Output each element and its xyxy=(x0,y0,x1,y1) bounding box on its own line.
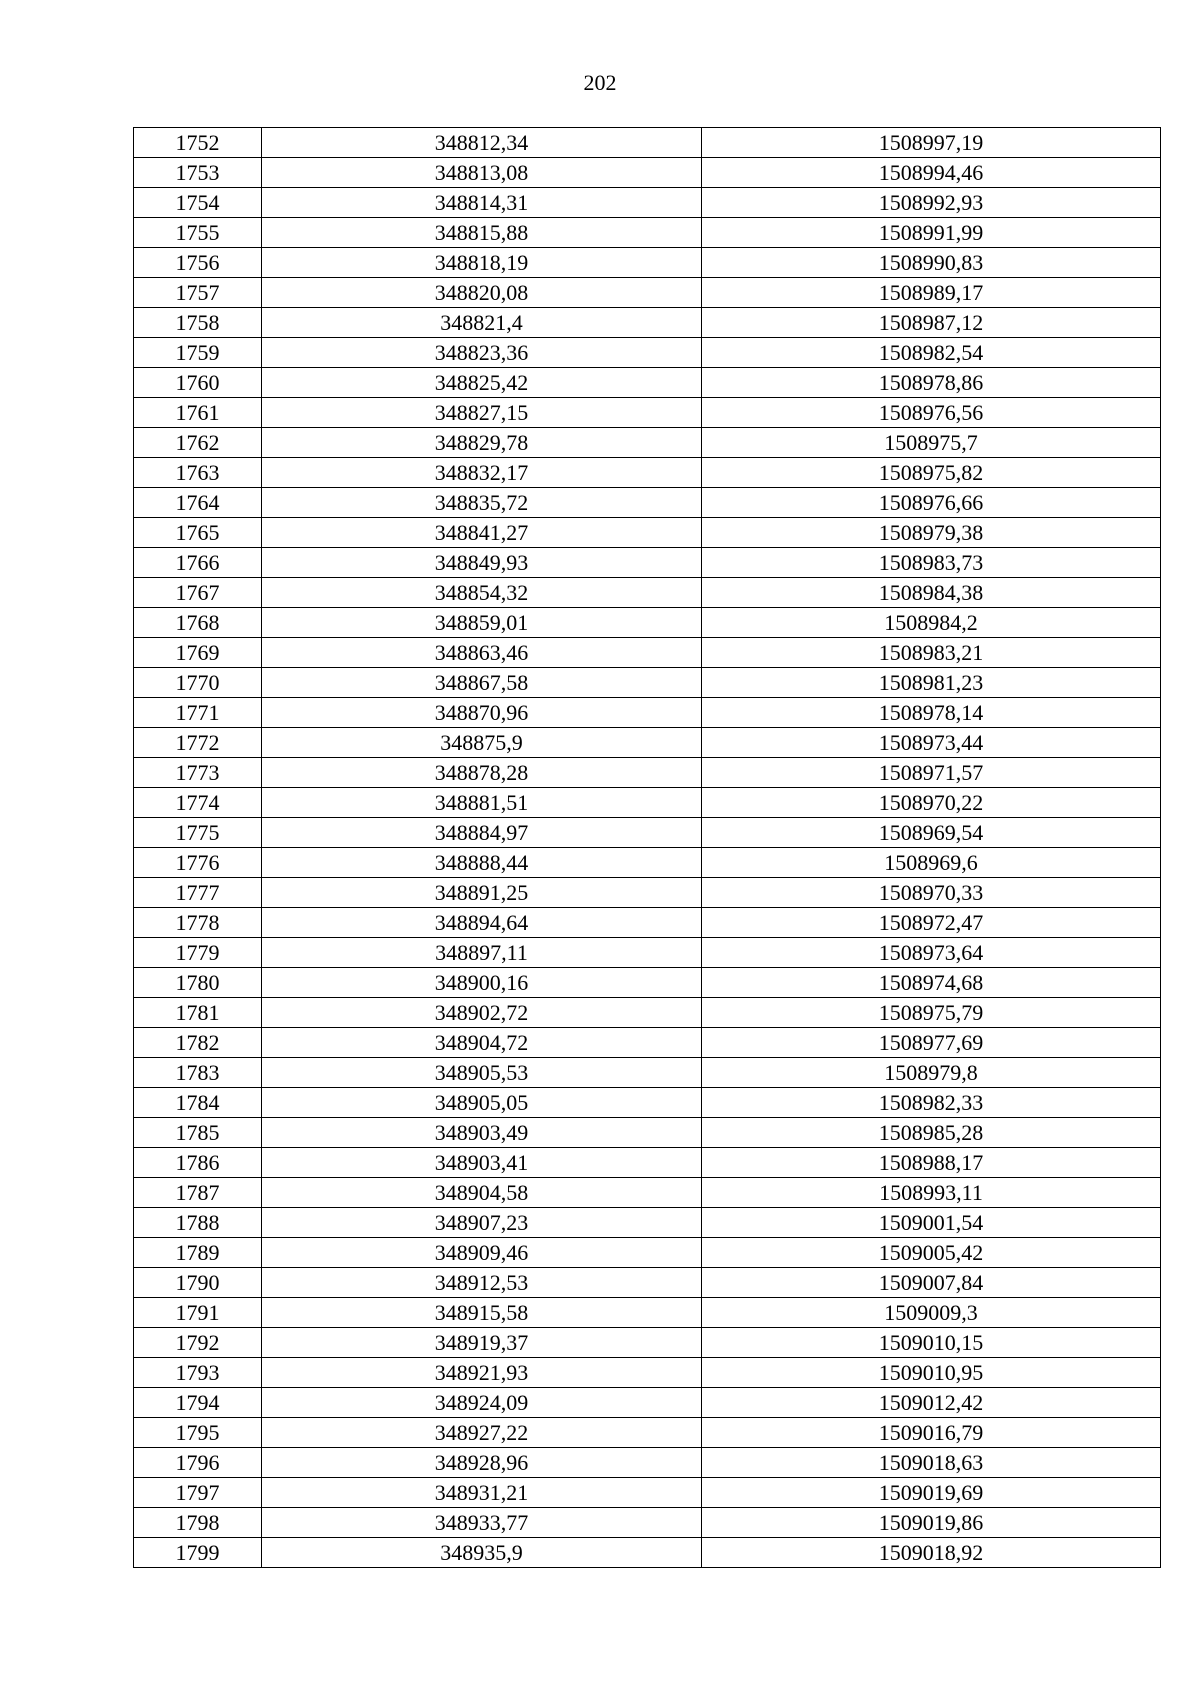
y-coordinate-cell: 1509016,79 xyxy=(702,1418,1161,1448)
point-number-cell: 1793 xyxy=(134,1358,262,1388)
y-coordinate-cell: 1508982,33 xyxy=(702,1088,1161,1118)
x-coordinate-cell: 348915,58 xyxy=(262,1298,702,1328)
table-row xyxy=(134,1328,1161,1358)
point-number-cell: 1758 xyxy=(134,308,262,338)
x-coordinate-cell: 348884,97 xyxy=(262,818,702,848)
table-row xyxy=(134,1298,1161,1328)
y-coordinate-cell: 1508982,54 xyxy=(702,338,1161,368)
x-coordinate-cell: 348921,93 xyxy=(262,1358,702,1388)
table-row xyxy=(134,758,1161,788)
point-number-cell: 1776 xyxy=(134,848,262,878)
y-coordinate-cell: 1508984,2 xyxy=(702,608,1161,638)
point-number-cell: 1759 xyxy=(134,338,262,368)
y-coordinate-cell: 1509019,86 xyxy=(702,1508,1161,1538)
point-number-cell: 1785 xyxy=(134,1118,262,1148)
table-row xyxy=(134,218,1161,248)
point-number-cell: 1795 xyxy=(134,1418,262,1448)
table-row xyxy=(134,1358,1161,1388)
x-coordinate-cell: 348894,64 xyxy=(262,908,702,938)
x-coordinate-cell: 348907,23 xyxy=(262,1208,702,1238)
point-number-cell: 1778 xyxy=(134,908,262,938)
point-number-cell: 1762 xyxy=(134,428,262,458)
y-coordinate-cell: 1508994,46 xyxy=(702,158,1161,188)
table-row xyxy=(134,848,1161,878)
y-coordinate-cell: 1508989,17 xyxy=(702,278,1161,308)
x-coordinate-cell: 348825,42 xyxy=(262,368,702,398)
point-number-cell: 1780 xyxy=(134,968,262,998)
table-row xyxy=(134,368,1161,398)
point-number-cell: 1755 xyxy=(134,218,262,248)
table-row xyxy=(134,878,1161,908)
x-coordinate-cell: 348905,53 xyxy=(262,1058,702,1088)
y-coordinate-cell: 1508973,64 xyxy=(702,938,1161,968)
coordinates-table xyxy=(133,127,1161,1568)
table-row xyxy=(134,428,1161,458)
x-coordinate-cell: 348867,58 xyxy=(262,668,702,698)
point-number-cell: 1767 xyxy=(134,578,262,608)
table-row xyxy=(134,488,1161,518)
y-coordinate-cell: 1509019,69 xyxy=(702,1478,1161,1508)
x-coordinate-cell: 348933,77 xyxy=(262,1508,702,1538)
point-number-cell: 1765 xyxy=(134,518,262,548)
y-coordinate-cell: 1508970,22 xyxy=(702,788,1161,818)
point-number-cell: 1782 xyxy=(134,1028,262,1058)
table-row xyxy=(134,1388,1161,1418)
y-coordinate-cell: 1508985,28 xyxy=(702,1118,1161,1148)
x-coordinate-cell: 348818,19 xyxy=(262,248,702,278)
point-number-cell: 1781 xyxy=(134,998,262,1028)
table-row xyxy=(134,1058,1161,1088)
y-coordinate-cell: 1508984,38 xyxy=(702,578,1161,608)
x-coordinate-cell: 348854,32 xyxy=(262,578,702,608)
x-coordinate-cell: 348912,53 xyxy=(262,1268,702,1298)
y-coordinate-cell: 1509005,42 xyxy=(702,1238,1161,1268)
point-number-cell: 1783 xyxy=(134,1058,262,1088)
table-row xyxy=(134,908,1161,938)
x-coordinate-cell: 348835,72 xyxy=(262,488,702,518)
x-coordinate-cell: 348931,21 xyxy=(262,1478,702,1508)
x-coordinate-cell: 348919,37 xyxy=(262,1328,702,1358)
point-number-cell: 1794 xyxy=(134,1388,262,1418)
table-row xyxy=(134,1028,1161,1058)
x-coordinate-cell: 348875,9 xyxy=(262,728,702,758)
y-coordinate-cell: 1508992,93 xyxy=(702,188,1161,218)
table-row xyxy=(134,728,1161,758)
table-row xyxy=(134,668,1161,698)
table-row xyxy=(134,998,1161,1028)
table-row xyxy=(134,1118,1161,1148)
table-row xyxy=(134,1538,1161,1568)
y-coordinate-cell: 1508971,57 xyxy=(702,758,1161,788)
page-number: 202 xyxy=(583,70,617,95)
point-number-cell: 1768 xyxy=(134,608,262,638)
table-row xyxy=(134,1148,1161,1178)
y-coordinate-cell: 1509001,54 xyxy=(702,1208,1161,1238)
table-row xyxy=(134,1088,1161,1118)
y-coordinate-cell: 1508978,86 xyxy=(702,368,1161,398)
table-row xyxy=(134,1238,1161,1268)
point-number-cell: 1789 xyxy=(134,1238,262,1268)
table-row xyxy=(134,548,1161,578)
point-number-cell: 1752 xyxy=(134,128,262,158)
y-coordinate-cell: 1508993,11 xyxy=(702,1178,1161,1208)
point-number-cell: 1769 xyxy=(134,638,262,668)
y-coordinate-cell: 1509018,63 xyxy=(702,1448,1161,1478)
table-row xyxy=(134,128,1161,158)
point-number-cell: 1753 xyxy=(134,158,262,188)
point-number-cell: 1787 xyxy=(134,1178,262,1208)
x-coordinate-cell: 348870,96 xyxy=(262,698,702,728)
y-coordinate-cell: 1509009,3 xyxy=(702,1298,1161,1328)
point-number-cell: 1770 xyxy=(134,668,262,698)
table-row xyxy=(134,248,1161,278)
table-row xyxy=(134,1178,1161,1208)
point-number-cell: 1797 xyxy=(134,1478,262,1508)
point-number-cell: 1757 xyxy=(134,278,262,308)
point-number-cell: 1773 xyxy=(134,758,262,788)
x-coordinate-cell: 348888,44 xyxy=(262,848,702,878)
x-coordinate-cell: 348849,93 xyxy=(262,548,702,578)
x-coordinate-cell: 348903,49 xyxy=(262,1118,702,1148)
y-coordinate-cell: 1508975,79 xyxy=(702,998,1161,1028)
point-number-cell: 1791 xyxy=(134,1298,262,1328)
table-row xyxy=(134,1268,1161,1298)
point-number-cell: 1772 xyxy=(134,728,262,758)
y-coordinate-cell: 1508978,14 xyxy=(702,698,1161,728)
y-coordinate-cell: 1508977,69 xyxy=(702,1028,1161,1058)
table-row xyxy=(134,1508,1161,1538)
point-number-cell: 1799 xyxy=(134,1538,262,1568)
point-number-cell: 1798 xyxy=(134,1508,262,1538)
x-coordinate-cell: 348900,16 xyxy=(262,968,702,998)
y-coordinate-cell: 1508990,83 xyxy=(702,248,1161,278)
y-coordinate-cell: 1509010,95 xyxy=(702,1358,1161,1388)
x-coordinate-cell: 348891,25 xyxy=(262,878,702,908)
table-row xyxy=(134,338,1161,368)
point-number-cell: 1766 xyxy=(134,548,262,578)
x-coordinate-cell: 348897,11 xyxy=(262,938,702,968)
table-row xyxy=(134,1208,1161,1238)
y-coordinate-cell: 1508976,66 xyxy=(702,488,1161,518)
x-coordinate-cell: 348820,08 xyxy=(262,278,702,308)
x-coordinate-cell: 348902,72 xyxy=(262,998,702,1028)
x-coordinate-cell: 348841,27 xyxy=(262,518,702,548)
point-number-cell: 1764 xyxy=(134,488,262,518)
point-number-cell: 1796 xyxy=(134,1448,262,1478)
point-number-cell: 1763 xyxy=(134,458,262,488)
point-number-cell: 1790 xyxy=(134,1268,262,1298)
x-coordinate-cell: 348927,22 xyxy=(262,1418,702,1448)
y-coordinate-cell: 1508974,68 xyxy=(702,968,1161,998)
y-coordinate-cell: 1509010,15 xyxy=(702,1328,1161,1358)
x-coordinate-cell: 348904,58 xyxy=(262,1178,702,1208)
point-number-cell: 1792 xyxy=(134,1328,262,1358)
y-coordinate-cell: 1508983,21 xyxy=(702,638,1161,668)
x-coordinate-cell: 348935,9 xyxy=(262,1538,702,1568)
table-row xyxy=(134,278,1161,308)
y-coordinate-cell: 1508969,54 xyxy=(702,818,1161,848)
y-coordinate-cell: 1508988,17 xyxy=(702,1148,1161,1178)
table-row xyxy=(134,158,1161,188)
table-row xyxy=(134,458,1161,488)
table-row xyxy=(134,1448,1161,1478)
x-coordinate-cell: 348821,4 xyxy=(262,308,702,338)
table-row xyxy=(134,1478,1161,1508)
coordinates-table-body xyxy=(134,128,1161,1568)
y-coordinate-cell: 1508976,56 xyxy=(702,398,1161,428)
table-row xyxy=(134,578,1161,608)
x-coordinate-cell: 348903,41 xyxy=(262,1148,702,1178)
y-coordinate-cell: 1508979,8 xyxy=(702,1058,1161,1088)
y-coordinate-cell: 1508987,12 xyxy=(702,308,1161,338)
x-coordinate-cell: 348928,96 xyxy=(262,1448,702,1478)
table-row xyxy=(134,188,1161,218)
x-coordinate-cell: 348815,88 xyxy=(262,218,702,248)
table-row xyxy=(134,1418,1161,1448)
point-number-cell: 1774 xyxy=(134,788,262,818)
x-coordinate-cell: 348814,31 xyxy=(262,188,702,218)
point-number-cell: 1788 xyxy=(134,1208,262,1238)
table-row xyxy=(134,788,1161,818)
x-coordinate-cell: 348909,46 xyxy=(262,1238,702,1268)
y-coordinate-cell: 1508972,47 xyxy=(702,908,1161,938)
table-row xyxy=(134,938,1161,968)
y-coordinate-cell: 1509018,92 xyxy=(702,1538,1161,1568)
x-coordinate-cell: 348829,78 xyxy=(262,428,702,458)
x-coordinate-cell: 348924,09 xyxy=(262,1388,702,1418)
x-coordinate-cell: 348904,72 xyxy=(262,1028,702,1058)
table-row xyxy=(134,308,1161,338)
point-number-cell: 1761 xyxy=(134,398,262,428)
point-number-cell: 1777 xyxy=(134,878,262,908)
y-coordinate-cell: 1508997,19 xyxy=(702,128,1161,158)
x-coordinate-cell: 348827,15 xyxy=(262,398,702,428)
x-coordinate-cell: 348859,01 xyxy=(262,608,702,638)
table-row xyxy=(134,698,1161,728)
x-coordinate-cell: 348863,46 xyxy=(262,638,702,668)
table-row xyxy=(134,608,1161,638)
table-row xyxy=(134,818,1161,848)
point-number-cell: 1784 xyxy=(134,1088,262,1118)
y-coordinate-cell: 1508969,6 xyxy=(702,848,1161,878)
point-number-cell: 1775 xyxy=(134,818,262,848)
point-number-cell: 1754 xyxy=(134,188,262,218)
point-number-cell: 1760 xyxy=(134,368,262,398)
table-row xyxy=(134,968,1161,998)
x-coordinate-cell: 348823,36 xyxy=(262,338,702,368)
y-coordinate-cell: 1508973,44 xyxy=(702,728,1161,758)
point-number-cell: 1771 xyxy=(134,698,262,728)
y-coordinate-cell: 1508991,99 xyxy=(702,218,1161,248)
y-coordinate-cell: 1508970,33 xyxy=(702,878,1161,908)
y-coordinate-cell: 1508983,73 xyxy=(702,548,1161,578)
x-coordinate-cell: 348812,34 xyxy=(262,128,702,158)
y-coordinate-cell: 1509007,84 xyxy=(702,1268,1161,1298)
point-number-cell: 1756 xyxy=(134,248,262,278)
x-coordinate-cell: 348878,28 xyxy=(262,758,702,788)
table-row xyxy=(134,638,1161,668)
x-coordinate-cell: 348905,05 xyxy=(262,1088,702,1118)
point-number-cell: 1779 xyxy=(134,938,262,968)
x-coordinate-cell: 348832,17 xyxy=(262,458,702,488)
table-row xyxy=(134,518,1161,548)
x-coordinate-cell: 348813,08 xyxy=(262,158,702,188)
y-coordinate-cell: 1508975,7 xyxy=(702,428,1161,458)
y-coordinate-cell: 1508975,82 xyxy=(702,458,1161,488)
y-coordinate-cell: 1508981,23 xyxy=(702,668,1161,698)
x-coordinate-cell: 348881,51 xyxy=(262,788,702,818)
y-coordinate-cell: 1509012,42 xyxy=(702,1388,1161,1418)
table-row xyxy=(134,398,1161,428)
y-coordinate-cell: 1508979,38 xyxy=(702,518,1161,548)
point-number-cell: 1786 xyxy=(134,1148,262,1178)
